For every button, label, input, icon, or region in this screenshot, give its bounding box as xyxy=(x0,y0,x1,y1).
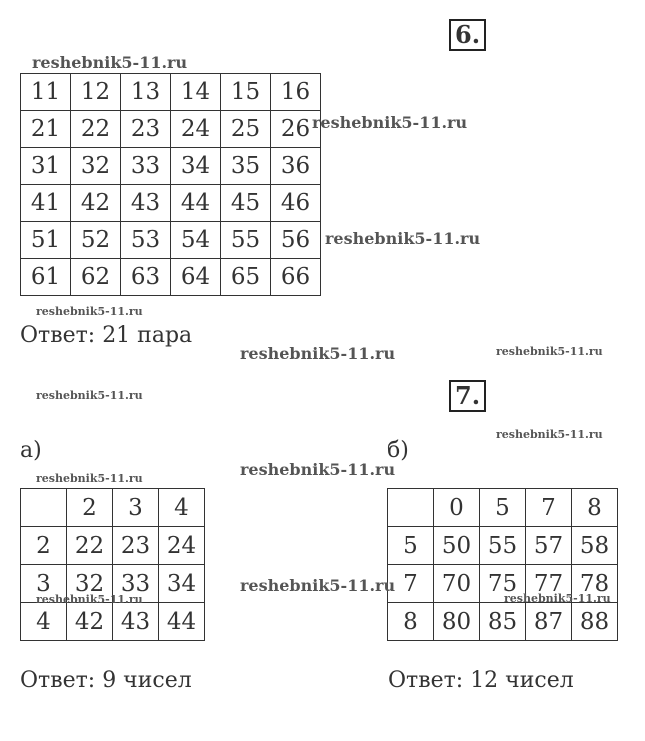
grid-cell: 70 xyxy=(434,565,480,603)
grid-cell: 2 xyxy=(67,489,113,527)
grid-cell: 62 xyxy=(71,259,121,296)
watermark: reshebnik5-11.ru xyxy=(36,305,143,318)
watermark: reshebnik5-11.ru xyxy=(496,428,603,441)
grid-cell: 21 xyxy=(21,111,71,148)
grid-row xyxy=(21,259,321,296)
grid-cell: 7 xyxy=(388,565,434,603)
grid-cell: 55 xyxy=(480,527,526,565)
grid-cell: 55 xyxy=(221,222,271,259)
grid-cell: 0 xyxy=(434,489,480,527)
part-b-label: б) xyxy=(387,438,409,463)
watermark: reshebnik5-11.ru xyxy=(36,593,143,606)
grid-cell: 12 xyxy=(71,74,121,111)
task7b-grid-body xyxy=(388,489,618,641)
grid-cell: 11 xyxy=(21,74,71,111)
grid-cell: 57 xyxy=(526,527,572,565)
grid-cell: 43 xyxy=(113,603,159,641)
grid-cell: 44 xyxy=(171,185,221,222)
watermark: reshebnik5-11.ru xyxy=(240,460,396,479)
grid-cell: 26 xyxy=(271,111,321,148)
grid-cell xyxy=(388,489,434,527)
grid-cell: 54 xyxy=(171,222,221,259)
grid-cell: 31 xyxy=(21,148,71,185)
grid-cell: 8 xyxy=(572,489,618,527)
grid-cell: 53 xyxy=(121,222,171,259)
watermark: reshebnik5-11.ru xyxy=(32,53,188,72)
grid-cell: 80 xyxy=(434,603,480,641)
grid-cell: 66 xyxy=(271,259,321,296)
grid-cell: 51 xyxy=(21,222,71,259)
grid-row xyxy=(388,527,618,565)
grid-cell: 16 xyxy=(271,74,321,111)
grid-cell: 23 xyxy=(121,111,171,148)
watermark: reshebnik5-11.ru xyxy=(36,389,143,402)
grid-cell: 33 xyxy=(121,148,171,185)
grid-row xyxy=(21,527,205,565)
grid-cell: 8 xyxy=(388,603,434,641)
grid-cell: 36 xyxy=(271,148,321,185)
grid-cell: 46 xyxy=(271,185,321,222)
grid-row xyxy=(21,185,321,222)
grid-cell: 75 xyxy=(480,565,526,603)
grid-cell: 65 xyxy=(221,259,271,296)
grid-cell: 14 xyxy=(171,74,221,111)
watermark: reshebnik5-11.ru xyxy=(496,345,603,358)
grid-cell: 64 xyxy=(171,259,221,296)
grid-cell: 13 xyxy=(121,74,171,111)
grid-cell: 63 xyxy=(121,259,171,296)
grid-cell: 42 xyxy=(71,185,121,222)
watermark: reshebnik5-11.ru xyxy=(240,344,396,363)
grid-cell: 78 xyxy=(572,565,618,603)
grid-cell: 24 xyxy=(171,111,221,148)
grid-cell: 32 xyxy=(71,148,121,185)
grid-row xyxy=(21,148,321,185)
grid-cell: 2 xyxy=(21,527,67,565)
grid-cell: 56 xyxy=(271,222,321,259)
task6-grid xyxy=(20,73,321,296)
task7b-grid xyxy=(387,488,618,641)
task-number-7: 7. xyxy=(449,380,486,412)
grid-cell: 25 xyxy=(221,111,271,148)
task7a-grid xyxy=(20,488,205,641)
grid-row xyxy=(388,603,618,641)
grid-cell: 44 xyxy=(159,603,205,641)
grid-cell: 22 xyxy=(71,111,121,148)
grid-cell: 52 xyxy=(71,222,121,259)
watermark: reshebnik5-11.ru xyxy=(312,113,468,132)
grid-cell: 58 xyxy=(572,527,618,565)
grid-cell: 88 xyxy=(572,603,618,641)
grid-cell: 35 xyxy=(221,148,271,185)
grid-cell: 32 xyxy=(67,565,113,603)
grid-cell: 42 xyxy=(67,603,113,641)
grid-row xyxy=(21,489,205,527)
grid-cell: 7 xyxy=(526,489,572,527)
grid-cell xyxy=(21,489,67,527)
grid-cell: 4 xyxy=(21,603,67,641)
grid-row xyxy=(388,489,618,527)
grid-cell: 3 xyxy=(113,489,159,527)
grid-row xyxy=(21,74,321,111)
grid-cell: 34 xyxy=(171,148,221,185)
task7b-answer: Ответ: 12 чисел xyxy=(388,668,574,693)
grid-row xyxy=(21,222,321,259)
grid-row xyxy=(21,603,205,641)
task6-grid-body xyxy=(21,74,321,296)
task6-answer: Ответ: 21 пара xyxy=(20,323,193,348)
part-a-label: а) xyxy=(20,438,42,463)
grid-cell: 43 xyxy=(121,185,171,222)
grid-cell: 34 xyxy=(159,565,205,603)
task7a-answer: Ответ: 9 чисел xyxy=(20,668,192,693)
watermark: reshebnik5-11.ru xyxy=(325,229,481,248)
grid-cell: 41 xyxy=(21,185,71,222)
grid-cell: 50 xyxy=(434,527,480,565)
grid-cell: 3 xyxy=(21,565,67,603)
grid-cell: 22 xyxy=(67,527,113,565)
grid-cell: 87 xyxy=(526,603,572,641)
watermark: reshebnik5-11.ru xyxy=(36,472,143,485)
watermark: reshebnik5-11.ru xyxy=(240,576,396,595)
grid-cell: 24 xyxy=(159,527,205,565)
grid-cell: 33 xyxy=(113,565,159,603)
grid-cell: 45 xyxy=(221,185,271,222)
grid-cell: 23 xyxy=(113,527,159,565)
task7a-grid-body xyxy=(21,489,205,641)
grid-cell: 5 xyxy=(388,527,434,565)
grid-cell: 4 xyxy=(159,489,205,527)
grid-cell: 77 xyxy=(526,565,572,603)
task-number-6: 6. xyxy=(449,19,486,51)
grid-cell: 5 xyxy=(480,489,526,527)
grid-row xyxy=(21,111,321,148)
grid-cell: 85 xyxy=(480,603,526,641)
watermark: reshebnik5-11.ru xyxy=(504,592,611,605)
grid-cell: 61 xyxy=(21,259,71,296)
grid-cell: 15 xyxy=(221,74,271,111)
